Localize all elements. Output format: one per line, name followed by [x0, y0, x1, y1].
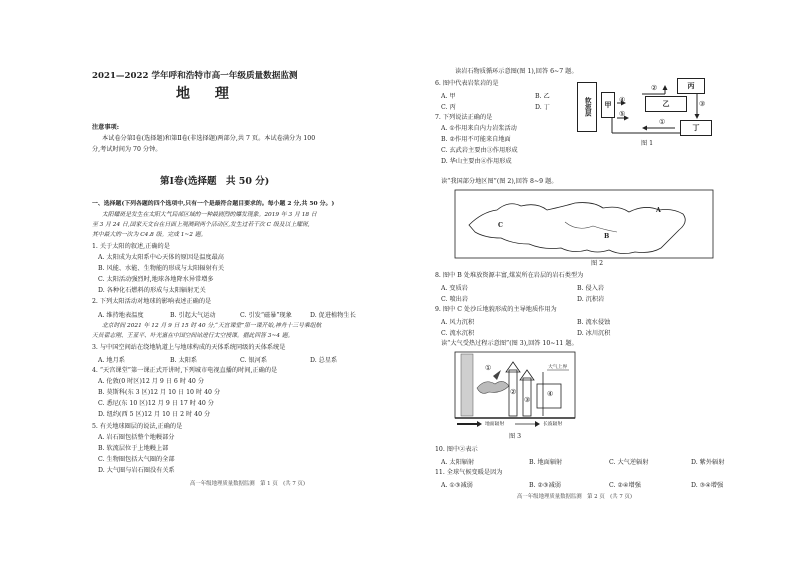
question-stem: 3. 与中国空间站在绕地轨道上与地球构成的天体系统同级的天体系统是 — [92, 344, 286, 351]
page-footer: 高一年级地理质量数据监测 第 1 页 (共 7 页) — [190, 481, 305, 487]
option: B. 风能、水能、生物能的形成与太阳辐射有关 — [98, 265, 225, 272]
option: A. 太阳成为太阳系中心天体的原因是温度最高 — [98, 254, 224, 261]
exam-title: 2021—2022 学年呼和浩特市高一年级质量数据监测 — [92, 71, 298, 81]
option: C. 太阳活动强烈时,地球各地降水异常增多 — [98, 276, 214, 283]
option: C. 流水沉积 — [441, 330, 475, 337]
option: A. 伦敦(0 时区)12 月 9 日 6 时 40 分 — [98, 378, 205, 385]
fig3-legend-long: 长波辐射 — [543, 422, 563, 427]
fig3-mark: ① — [485, 364, 492, 372]
subject-title: 地 理 — [176, 86, 239, 102]
option: C. 引发“磁暴”现象 — [240, 312, 292, 319]
option: B. 太阳系 — [170, 357, 198, 364]
passage-line: 北京时间 2021 年 12 月 9 日 15 时 40 分,“天宫课堂”第一课开始,神舟十三号乘组航 — [102, 323, 322, 329]
question-stem: 6. 图中代表岩浆岩的是 — [435, 80, 499, 87]
section-title: 第Ⅰ卷(选择题 共 50 分) — [160, 176, 270, 187]
question-stem: 7. 下列说法正确的是 — [435, 114, 493, 121]
option: A. ①③减弱 — [441, 482, 473, 489]
option: D. 丁 — [535, 104, 550, 111]
option: C. 生物圈包括大气圈的全部 — [98, 456, 175, 463]
fig1-mark: ② — [651, 84, 658, 92]
option: C. 玄武岩主要由③作用形成 — [441, 147, 518, 154]
fig3-mark: ④ — [547, 390, 554, 398]
right-page — [397, 0, 794, 561]
question-stem: 4. “天宫课堂”第一课正式开讲时,下列城市电视直播的时间,正确的是 — [92, 367, 278, 374]
passage-line: 天员翟志刚、王亚平、叶光富在中国空间站进行太空授课。据此回答 3~4 题。 — [92, 333, 294, 339]
intro-text: 读“大气受热过程示意图”(图 3),回答 10~11 题。 — [441, 340, 578, 347]
intro-text: 读岩石物质循环示意图(图 1),回答 6~7 题。 — [455, 68, 578, 75]
option: D. 促进植物生长 — [310, 312, 356, 319]
question-stem: 11. 全球气候变暖是因为 — [435, 469, 503, 476]
option: B. 软流层位于上地幔上部 — [98, 445, 169, 452]
passage-line: 太阳耀斑是发生在太阳大气局部区域的一种最剧烈的爆发现象。2019 年 3 月 18 日 — [102, 212, 317, 218]
option: C. 悉尼(东 10 区)12 月 9 日 17 时 40 分 — [98, 400, 214, 407]
option: C. 大气逆辐射 — [609, 459, 649, 466]
option: B. 侵入岩 — [577, 285, 605, 292]
option: B. 地面辐射 — [529, 459, 563, 466]
fig2-caption: 图 2 — [591, 260, 604, 267]
fig3-mark: ② — [510, 388, 517, 396]
option: A. 风力沉积 — [441, 319, 475, 326]
fig1-mark: ⑤ — [619, 110, 626, 118]
option: D. 沉积岩 — [577, 296, 605, 303]
passage-line: 其中最大的一次为 C4.8 级。完成 1~2 题。 — [92, 232, 207, 238]
option: D. 冰川沉积 — [577, 330, 611, 337]
fig2-label-b: B — [604, 233, 610, 240]
option: A. 太阳辐射 — [441, 459, 475, 466]
option: D. 大气圈与岩石圈没有关系 — [98, 467, 175, 474]
option: A. 变质岩 — [441, 285, 468, 292]
option: D. 总星系 — [310, 357, 338, 364]
notice-heading: 注意事项: — [92, 124, 120, 131]
option: A. 岩石圈包括整个地幔部分 — [98, 434, 175, 441]
fig2-label-a: A — [656, 207, 661, 214]
option: B. 乙 — [535, 93, 550, 100]
option: C. 银河系 — [240, 357, 268, 364]
fig1-soft-layer: 软流层 — [577, 82, 597, 132]
fig3-top-label: 大气上界 — [548, 365, 568, 370]
fig3-caption: 图 3 — [509, 433, 522, 440]
fig1-bing: 丙 — [677, 78, 705, 94]
option: D. 纽约(西 5 区)12 月 10 日 2 时 40 分 — [98, 411, 211, 418]
fig3-mark: ③ — [524, 396, 531, 404]
option: B. 流水侵蚀 — [577, 319, 611, 326]
fig1-mark: ① — [659, 118, 666, 126]
option: D. ③④增强 — [691, 482, 724, 489]
instruction: 一、选择题(下列各题的四个选项中,只有一个是最符合题目要求的。每小题 2 分,共 50 分。) — [92, 200, 335, 207]
option: B. ②③减弱 — [529, 482, 561, 489]
question-stem: 1. 关于太阳的叙述,正确的是 — [92, 243, 170, 250]
fig1-mark: ④ — [619, 96, 626, 104]
option: A. 甲 — [441, 93, 456, 100]
option: A. 维持地表温度 — [98, 312, 144, 319]
page-footer: 高一年级地理质量数据监测 第 2 页 (共 7 页) — [517, 494, 632, 500]
question-stem: 9. 图中 C 处沙丘地貌形成的主导地质作用为 — [435, 306, 557, 313]
notice-line: 本试卷分第Ⅰ卷(选择题)和第Ⅱ卷(非选择题)两部分,共 7 页。本试卷满分为 100 — [102, 135, 316, 142]
fig1-jia: 甲 — [601, 92, 615, 118]
question-stem: 2. 下列太阳活动对地球的影响表述正确的是 — [92, 298, 212, 305]
fig1-ding: 丁 — [680, 120, 712, 136]
option: A. ①作用来自内力岩浆活动 — [441, 125, 517, 132]
option: B. 莫斯科(东 3 区)12 月 10 日 10 时 40 分 — [98, 389, 221, 396]
fig1-yi: 乙 — [645, 96, 687, 112]
option: A. 地月系 — [98, 357, 125, 364]
option: D. 紫外辐射 — [691, 459, 725, 466]
fig2-label-c: C — [498, 222, 503, 229]
question-stem: 5. 有关地球圈层的说法,正确的是 — [92, 423, 183, 430]
notice-line: 分,考试时间为 70 分钟。 — [92, 146, 162, 153]
option: D. 各种化石燃料的形成与太阳辐射无关 — [98, 287, 206, 294]
question-stem: 10. 图中②表示 — [435, 446, 478, 453]
passage-line: 至 3 月 24 日,国家天文台在日面上观测到两个活动区,发生过若干次 C 级及以上耀斑, — [92, 222, 310, 228]
fig1-mark: ③ — [699, 100, 706, 108]
fig1-caption: 图 1 — [641, 140, 654, 147]
option: D. 华山主要由④作用形成 — [441, 158, 512, 165]
option: C. 丙 — [441, 104, 456, 111]
option: C. 喷出岩 — [441, 296, 469, 303]
option: B. 引起大气运动 — [170, 312, 216, 319]
option: C. ②④增强 — [609, 482, 641, 489]
fig3-legend-short: 地面辐射 — [485, 422, 505, 427]
question-stem: 8. 图中 B 处堆放资源丰富,煤炭所在岩层的岩石类型为 — [435, 272, 584, 279]
intro-text: 读“我国部分地区图”(图 2),回答 8~9 题。 — [441, 178, 558, 185]
option: B. ②作用不可能来自地面 — [441, 136, 511, 143]
